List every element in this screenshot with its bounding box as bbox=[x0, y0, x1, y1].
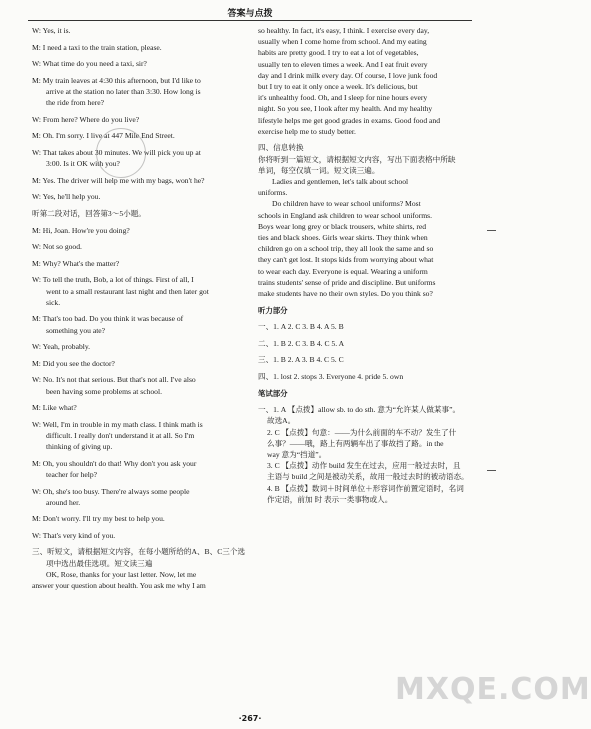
text-line: uniforms. bbox=[258, 188, 288, 198]
text-line: the ride from here? bbox=[46, 98, 104, 108]
text-line: M: Did you see the doctor? bbox=[32, 358, 115, 368]
edge-mark bbox=[487, 470, 496, 471]
text-line: 三、听短文，请根据短文内容，在每小题所给的A、B、C三个选 bbox=[32, 547, 246, 557]
left-column bbox=[32, 25, 247, 591]
text-line: 3:00. Is it OK with you? bbox=[46, 159, 120, 169]
header-rule bbox=[28, 20, 472, 21]
text-line: M: I need a taxi to the train station, please. bbox=[32, 42, 162, 52]
text-line: usually when I come home from school. And my eating bbox=[258, 37, 427, 47]
text-line: W: That takes about 30 minutes. We will pick you up at bbox=[32, 147, 201, 157]
text-line: 作定语，前加 时 表示一类事物或人。 bbox=[267, 494, 393, 504]
text-line: trains students' sense of pride and discipline. But uniforms bbox=[258, 277, 436, 287]
text-line: W: Well, I'm in trouble in my math class. I think math is bbox=[32, 419, 203, 429]
text-line: but I try to eat it only once a week. It's delicious, but bbox=[258, 82, 418, 92]
text-line: lifestyle helps me get good grades in exams. Good food and bbox=[258, 115, 440, 125]
text-line: 你将听到一篇短文，请根据短文内容，写出下面表格中所缺 bbox=[258, 154, 456, 164]
text-line: sick. bbox=[46, 297, 61, 307]
text-line: 故选A。 bbox=[267, 416, 296, 426]
text-line: way 意为“挡道”。 bbox=[267, 450, 327, 460]
text-line: 3. C 【点拨】动作 build 发生在过去，应用一般过去时，且 bbox=[267, 461, 461, 471]
text-line: M: Why? What's the matter? bbox=[32, 258, 120, 268]
text-line: M: Hi, Joan. How're you doing? bbox=[32, 225, 130, 235]
text-line: 听力部分 bbox=[258, 305, 288, 315]
text-line: W: Not so good. bbox=[32, 242, 82, 252]
text-line: to wear each day. Everyone is equal. Wearing a uniform bbox=[258, 266, 428, 276]
text-line: usually ten to eleven times a week. And I eat fruit every bbox=[258, 59, 428, 69]
text-line: 2. C 【点拨】句意：——为什么前面的车不动？发生了什 bbox=[267, 427, 457, 437]
text-line: M: My train leaves at 4:30 this afternoon, but I'd like to bbox=[32, 75, 201, 85]
text-line: went to a small restaurant last night and then later got bbox=[46, 286, 209, 296]
text-line: thinking of giving up. bbox=[46, 442, 113, 452]
page-number: ·267· bbox=[238, 714, 262, 723]
text-line: 一、1. A 2. C 3. B 4. A 5. B bbox=[258, 322, 344, 332]
text-line: 四、1. lost 2. stops 3. Everyone 4. pride 5. own bbox=[258, 372, 404, 382]
text-line: M: Don't worry. I'll try my best to help you. bbox=[32, 514, 165, 524]
text-line: W: From here? Where do you live? bbox=[32, 114, 140, 124]
text-line: M: That's too bad. Do you think it was because of bbox=[32, 314, 184, 324]
text-line: M: Like what? bbox=[32, 403, 77, 413]
text-line: schools in England ask children to wear school uniforms. bbox=[258, 210, 432, 220]
text-line: 听第二段对话，回答第3～5小题。 bbox=[32, 208, 146, 218]
text-line: arrive at the station no later than 3:30. How long is bbox=[46, 86, 201, 96]
page-header: 答案与点拨 bbox=[227, 9, 273, 19]
text-line: 单词，每空仅填一词。短文读三遍。 bbox=[258, 165, 380, 175]
text-line: W: To tell the truth, Bob, a lot of things. First of all, I bbox=[32, 275, 194, 285]
text-line: W: That's very kind of you. bbox=[32, 530, 116, 540]
text-line: M: Oh, you shouldn't do that! Why don't you ask your bbox=[32, 458, 197, 468]
text-line: 四、信息转换 bbox=[258, 143, 304, 153]
text-line: W: Yeah, probably. bbox=[32, 342, 91, 352]
text-line: something you ate? bbox=[46, 325, 106, 335]
right-column bbox=[258, 25, 473, 505]
text-line: 笔试部分 bbox=[258, 388, 288, 398]
text-line: 项中选出最佳选项。短文读三遍 bbox=[46, 558, 153, 568]
text-line: around her. bbox=[46, 497, 81, 507]
faint-stamp-icon bbox=[96, 128, 146, 178]
text-line: 么事？——哦，路上有两辆车出了事故挡了路。in the bbox=[267, 438, 444, 448]
edge-mark bbox=[487, 230, 496, 231]
text-line: 一、1. A 【点拨】allow sb. to do sth. 意为“允许某人做某事”。 bbox=[258, 405, 461, 415]
text-line: 二、1. B 2. C 3. B 4. C 5. A bbox=[258, 338, 345, 348]
text-line: W: Yes, it is. bbox=[32, 26, 71, 35]
watermark-logo: MXQE.COM bbox=[395, 672, 591, 707]
text-line: they can't get lost. It stops kids from worrying about what bbox=[258, 255, 434, 265]
text-line: Ladies and gentlemen, let's talk about school bbox=[272, 177, 409, 187]
text-line: W: Oh, she's too busy. There're always some people bbox=[32, 486, 190, 496]
text-line: been having some problems at school. bbox=[46, 386, 162, 396]
text-line: habits are pretty good. I try to eat a lot of vegetables, bbox=[258, 48, 419, 58]
text-line: day and I drink milk every day. Of course, I love junk food bbox=[258, 70, 438, 80]
text-line: night. So you see, I look after my health. And my healthy bbox=[258, 104, 433, 114]
text-line: W: What time do you need a taxi, sir? bbox=[32, 59, 147, 69]
text-line: Do children have to wear school uniforms? Most bbox=[272, 199, 421, 209]
text-line: M: Oh. I'm sorry. I live at 447 Mile End Street. bbox=[32, 131, 175, 141]
text-line: W: No. It's not that serious. But that's not all. I've also bbox=[32, 375, 196, 385]
text-line: 4. B 【点拨】数词＋时间单位＋形容词作前置定语时，名词 bbox=[267, 483, 464, 493]
text-line: children go on a school trip, they all look the same and so bbox=[258, 244, 434, 254]
text-line: difficult. I really don't understand it at all. So I'm bbox=[46, 430, 195, 440]
text-line: M: Yes. The driver will help me with my bags, won't he? bbox=[32, 175, 205, 185]
text-line: so healthy. In fact, it's easy, I think. I exercise every day, bbox=[258, 26, 430, 35]
text-line: Boys wear long grey or black trousers, white shirts, red bbox=[258, 221, 427, 231]
text-line: teacher for help? bbox=[46, 469, 98, 479]
text-line: it's unhealthy food. Oh, and I sleep for nine hours every bbox=[258, 93, 428, 103]
text-line: 主语与 build 之间是被动关系，故用一般过去时的被动语态。 bbox=[267, 472, 469, 482]
text-line: ties and black shoes. Girls wear skirts. They think when bbox=[258, 233, 428, 243]
text-line: OK, Rose, thanks for your last letter. Now, let me bbox=[46, 569, 197, 579]
text-line: make students have no their own styles. Do you think so? bbox=[258, 289, 433, 299]
text-line: exercise help me to study better. bbox=[258, 126, 356, 136]
text-line: answer your question about health. You ask me why I am bbox=[32, 581, 206, 591]
text-line: W: Yes, he'll help you. bbox=[32, 192, 101, 202]
text-line: 三、1. B 2. A 3. B 4. C 5. C bbox=[258, 355, 344, 365]
